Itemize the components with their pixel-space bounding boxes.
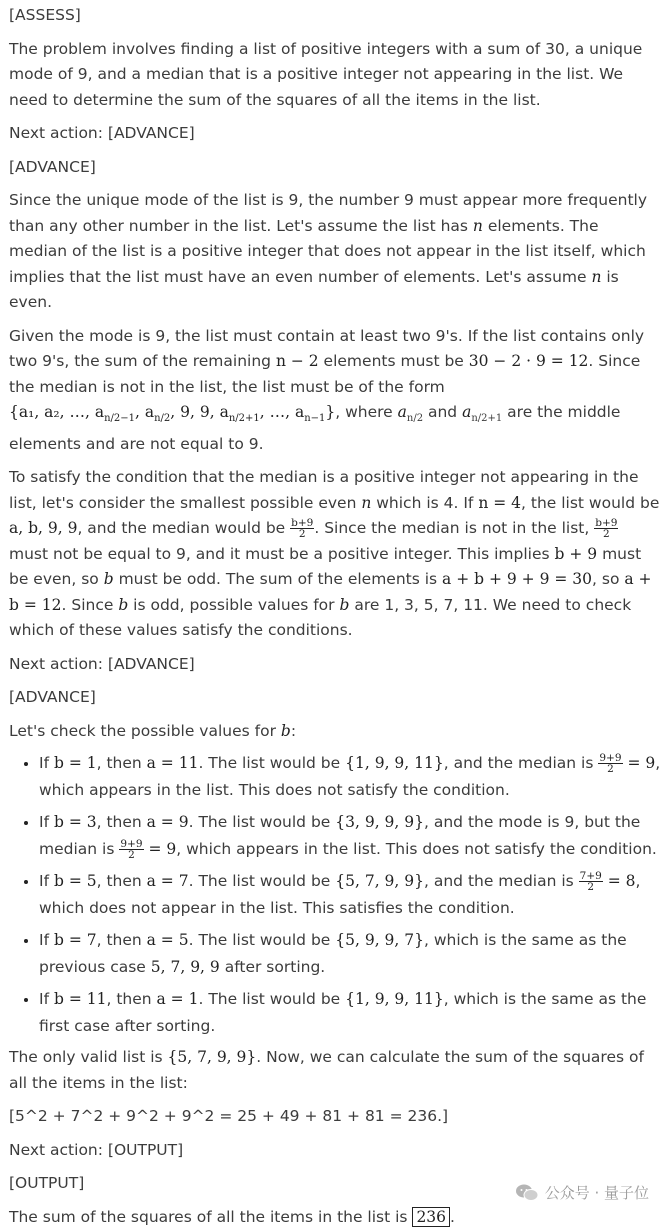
solution-document: [9, 0, 661, 1230]
paragraph-smallest-n: To satisfy the condition that the median is a positive integer not appearing in the list, let's consider the smallest possible even n which is 4. If n = 4, the list would be a, b, 9, 9, and the median would be $\frac{b+9}{2}$ . Since the median is not in the list, $\frac{b+9}{2}$ must not be equal to 9, and it must be a positive integer. This implies b + 9 must be even, so b must be odd. The sum of the elements is a + b + 9 + 9 = 30, so a + b = 12. Since b is odd, possible values for b are 1, 3, 5, 7, 11. We need to check which of these values satisfy the conditions.: [9, 465, 661, 644]
advance-tag-1: [ADVANCE]: [9, 155, 661, 181]
list-item: • If b = 1, then a = 11. The list would be {1, 9, 9, 11}, and the median is $\frac{9+9}{2}$ = 9, which appears in the list. This does not satisfy the condition.: [39, 750, 661, 804]
final-answer: The sum of the squares of all the items in the list is 236 .: [9, 1205, 661, 1230]
list-item: • If b = 7, then a = 5. The list would be {5, 9, 9, 7}, which is the same as the previous case 5, 7, 9, 9 after sorting.: [39, 927, 661, 981]
list-item: • If b = 11, then a = 1. The list would be {1, 9, 9, 11}, which is the same as the first case after sorting.: [39, 986, 661, 1040]
output-tag: [OUTPUT]: [9, 1171, 661, 1197]
advance-tag-2: [ADVANCE]: [9, 685, 661, 711]
sum-of-squares-equation: [5^2 + 7^2 + 9^2 + 9^2 = 25 + 49 + 81 + 81 = 236.]: [9, 1104, 661, 1130]
list-item: • If b = 5, then a = 7. The list would be {5, 7, 9, 9}, and the median is $\frac{7+9}{2}$ = 8, which does not appear in the list. This satisfies the condition.: [39, 868, 661, 922]
list-item: • If b = 3, then a = 9. The list would be {3, 9, 9, 9}, and the mode is 9, but the median is $\frac{9+9}{2}$ = 9, which appears in the list. This does not satisfy the condition.: [39, 809, 661, 863]
case-list: [9, 750, 661, 1040]
answer-box: 236: [412, 1207, 450, 1227]
next-action-advance-1: Next action: [ADVANCE]: [9, 121, 661, 147]
check-intro: Let's check the possible values for b:: [9, 719, 661, 745]
valid-list-paragraph: The only valid list is {5, 7, 9, 9}. Now, we can calculate the sum of the squares of all the items in the list:: [9, 1045, 661, 1096]
assess-paragraph: The problem involves finding a list of positive integers with a sum of 30, a unique mode of 9, and a median that is a positive integer not appearing in the list. We need to determine the sum of the squares of all the items in the list.: [9, 37, 661, 114]
paragraph-mode: Since the unique mode of the list is 9, the number 9 must appear more frequently than any other number in the list. Let's assume the list has n elements. The median of the list is a positive integer that does not appear in the list itself, which implies that the list must have an even number of elements. Let's assume n is even.: [9, 188, 661, 316]
fraction: $\frac{b+9}{2}$: [290, 518, 314, 539]
next-action-advance-2: Next action: [ADVANCE]: [9, 652, 661, 678]
assess-tag: [ASSESS]: [9, 3, 661, 29]
paragraph-form: Given the mode is 9, the list must contain at least two 9's. If the list contains only two 9's, the sum of the remaining n − 2 elements must be 30 − 2 · 9 = 12. Since the median is not in the list, the list must be of the form {a₁, a₂, …, $a_{n/2-1}$, $a_{n/2}$, 9, 9, $a_{n/2+1}$, …, $a_{n-1}$}, where $a_{n/2}$ and $a_{n/2+1}$ are the middle elements and are not equal to 9.: [9, 324, 661, 458]
wechat-icon: [515, 1183, 539, 1203]
watermark: [515, 1182, 649, 1203]
next-action-output: Next action: [OUTPUT]: [9, 1138, 661, 1164]
fraction: $\frac{b+9}{2}$: [594, 518, 618, 539]
watermark-text: 公众号 · 量子位: [545, 1182, 649, 1203]
